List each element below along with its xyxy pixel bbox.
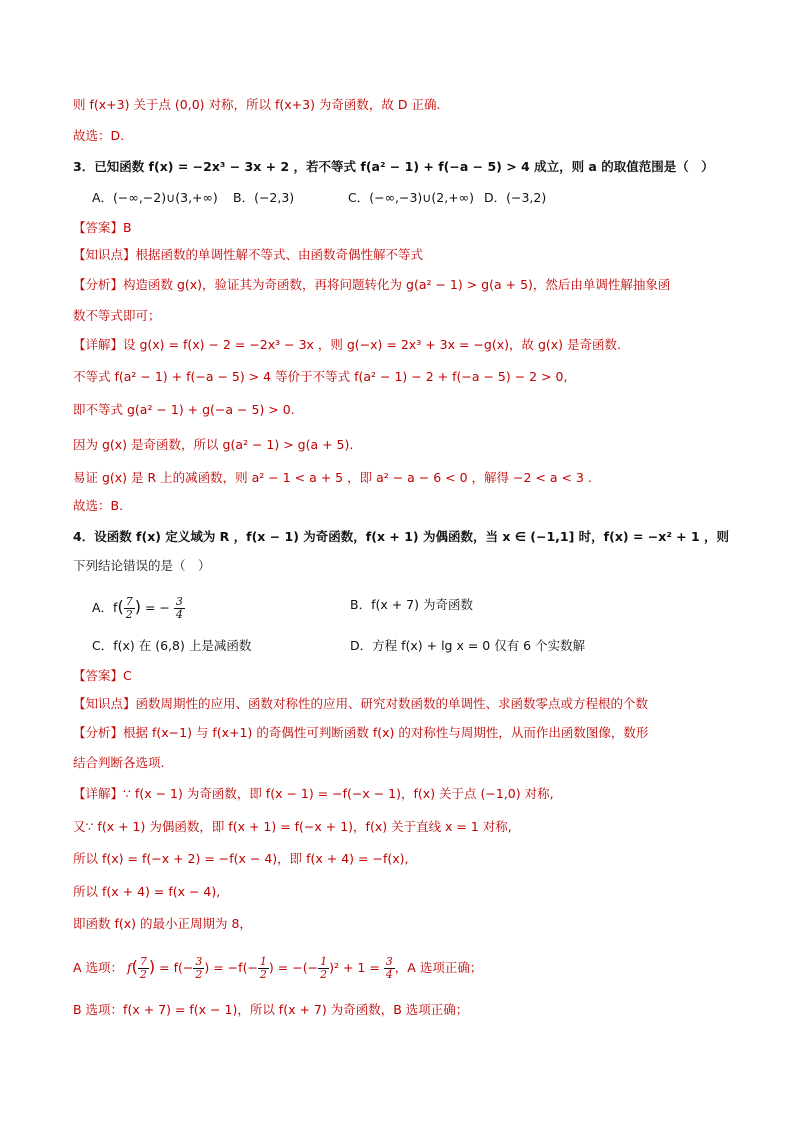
- text-line: 即函数 f(x) 的最小正周期为 8，: [73, 916, 252, 931]
- text-line: 所以 f(x + 4) = f(x − 4),: [73, 884, 221, 899]
- analysis-cont: 结合判断各选项.: [73, 755, 165, 770]
- text-line: 故选：D.: [73, 128, 125, 143]
- q4-option-c: C．f(x) 在 (6,8) 上是减函数: [92, 638, 252, 653]
- question-4: 4．设函数 f(x) 定义域为 R ，f(x − 1) 为奇函数，f(x + 1) 为偶函数，当 x ∈ (−1,1] 时，f(x) = −x² + 1 ，则: [73, 529, 730, 544]
- q4-option-b: B．f(x + 7) 为奇函数: [350, 597, 473, 612]
- q4-option-d: D．方程 f(x) + lg x = 0 仅有 6 个实数解: [350, 638, 586, 653]
- q3-option-b: B．(−2,3): [233, 190, 295, 205]
- math: = f: [159, 960, 178, 975]
- fraction: $\frac{1}{2}$: [320, 955, 328, 981]
- fraction: $\frac{3}{4}$: [175, 595, 183, 621]
- paren: ): [268, 960, 274, 975]
- paren: (−: [242, 960, 258, 975]
- fraction: $\frac{7}{2}$: [139, 955, 147, 981]
- knowledge-point: 【知识点】根据函数的单调性解不等式、由函数奇偶性解不等式: [73, 247, 424, 262]
- text-line: 故选：B.: [73, 498, 124, 513]
- label: ，A 选项正确；: [394, 960, 483, 975]
- answer-label: 【答案】C: [73, 668, 132, 683]
- math: = −f: [213, 960, 243, 975]
- q3-option-d: D．(−3,2): [484, 190, 547, 205]
- analysis-cont: 数不等式即可；: [73, 308, 161, 323]
- q3-option-c: C．(−∞,−3)∪(2,+∞): [348, 190, 474, 205]
- math: + 1 =: [342, 960, 380, 975]
- paren: (−: [178, 960, 194, 975]
- paren: )²: [329, 960, 339, 975]
- math: f: [127, 960, 132, 975]
- fraction: $\frac{1}{2}$: [259, 955, 267, 981]
- equals-text: = −: [144, 600, 170, 615]
- math: = −: [277, 960, 303, 975]
- knowledge-point: 【知识点】函数周期性的应用、函数对称性的应用、研究对数函数的单调性、求函数零点或方程根的个数: [73, 696, 649, 711]
- text-line: 不等式 f(a² − 1) + f(−a − 5) > 4 等价于不等式 f(a² − 1) − 2 + f(−a − 5) − 2 > 0,: [73, 369, 568, 384]
- option-b-analysis: B 选项：f(x + 7) = f(x − 1)，所以 f(x + 7) 为奇函数，B 选项正确；: [73, 1002, 469, 1017]
- analysis: 【分析】构造函数 g(x)，验证其为奇函数，再将问题转化为 g(a² − 1) > g(a + 5)，然后由单调性解抽象函: [73, 277, 671, 292]
- text-line: 又∵ f(x + 1) 为偶函数，即 f(x + 1) = f(−x + 1)，f(x) 关于直线 x = 1 对称,: [73, 819, 512, 834]
- text-line: 因为 g(x) 是奇函数，所以 g(a² − 1) > g(a + 5).: [73, 437, 354, 452]
- answer-label: 【答案】B: [73, 220, 132, 235]
- option-a-analysis: A 选项： f( $\frac{7}{2}$ ) = f(− $\frac{3}{2}$ ) = −f(− $\frac{1}{2}$ ) = −(− $\frac{1}{2}$ )² + 1 = $\frac{3}{4}$ ，A 选项正确；: [73, 955, 483, 981]
- paren: (−: [302, 960, 319, 975]
- question-4-cont: 下列结论错误的是（ ）: [73, 558, 211, 573]
- text-line: 所以 f(x) = f(−x + 2) = −f(x − 4)，即 f(x + 4) = −f(x),: [73, 851, 409, 866]
- detail: 【详解】设 g(x) = f(x) − 2 = −2x³ − 3x ，则 g(−x) = 2x³ + 3x = −g(x)，故 g(x) 是奇函数.: [73, 337, 621, 352]
- q4-a-prefix: A．f: [92, 600, 118, 615]
- label: A 选项：: [73, 960, 124, 975]
- text-line: 则 f(x+3) 关于点 (0,0) 对称，所以 f(x+3) 为奇函数，故 D 正确.: [73, 97, 441, 112]
- fraction: $\frac{3}{2}$: [195, 955, 203, 981]
- text-line: 即不等式 g(a² − 1) + g(−a − 5) > 0.: [73, 402, 295, 417]
- analysis: 【分析】根据 f(x−1) 与 f(x+1) 的奇偶性可判断函数 f(x) 的对称性与周期性，从而作出函数图像，数形: [73, 725, 649, 740]
- detail: 【详解】∵ f(x − 1) 为奇函数，即 f(x − 1) = −f(−x − 1)，f(x) 关于点 (−1,0) 对称,: [73, 786, 554, 801]
- question-3: 3．已知函数 f(x) = −2x³ − 3x + 2 ，若不等式 f(a² − 1) + f(−a − 5) > 4 成立，则 a 的取值范围是（ ）: [73, 159, 714, 174]
- q3-option-a: A．(−∞,−2)∪(3,+∞): [92, 190, 218, 205]
- paren: ): [204, 960, 210, 975]
- fraction: $\frac{7}{2}$: [125, 595, 133, 621]
- fraction: $\frac{3}{4}$: [385, 955, 393, 981]
- text-line: 易证 g(x) 是 R 上的减函数，则 a² − 1 < a + 5 ，即 a² − a − 6 < 0 ，解得 −2 < a < 3 .: [73, 470, 592, 485]
- q4-option-a: A．f( $\frac{7}{2}$ ) = − $\frac{3}{4}$: [92, 595, 183, 621]
